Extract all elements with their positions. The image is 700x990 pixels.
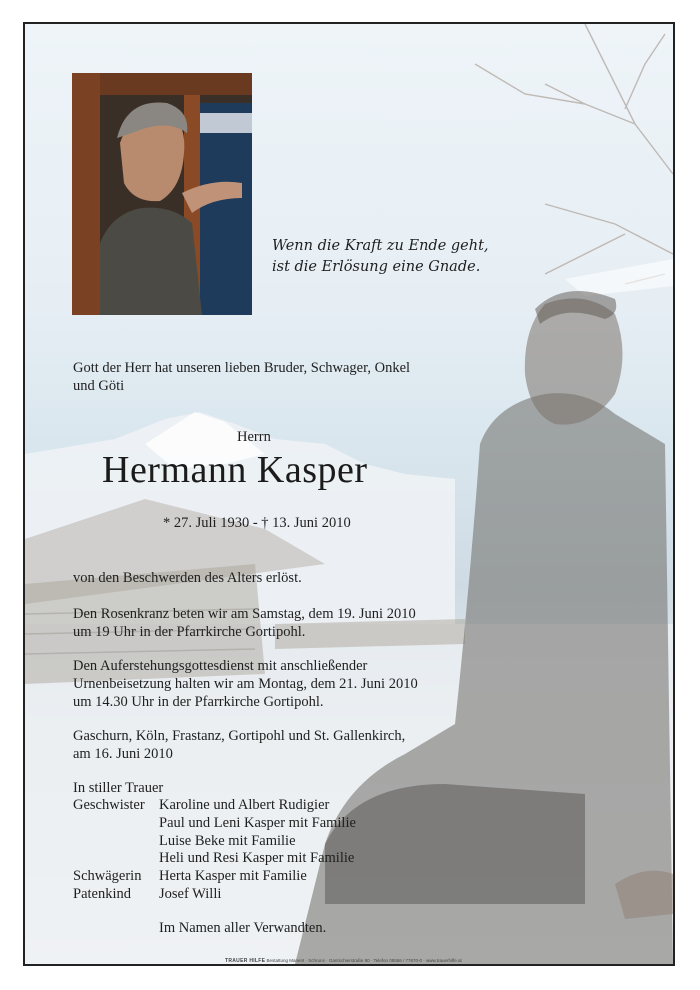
mourner-names: Heli und Resi Kasper mit Familie: [159, 850, 355, 867]
mourner-names: Herta Kasper mit Familie: [159, 868, 307, 885]
mourner-role: [73, 815, 159, 833]
closing-line: Im Namen aller Verwandten.: [159, 920, 327, 936]
burial-line-3: um 14.30 Uhr in der Pfarrkirche Gortipohl.: [73, 694, 324, 710]
intro-line-1: Gott der Herr hat unseren lieben Bruder, Schwager, Onkel: [73, 360, 411, 376]
burial-line-2: Urnenbeisetzung halten wir am Montag, dem 21. Juni 2010: [73, 676, 418, 692]
rosary-line-2: um 19 Uhr in der Pfarrkirche Gortipohl.: [73, 624, 306, 640]
obituary-card: [23, 22, 675, 966]
mourner-role: Geschwister: [73, 797, 145, 813]
mourner-names: Josef Willi: [159, 885, 222, 902]
mourner-role: Patenkind: [73, 885, 131, 902]
mourner-names: Karoline und Albert Rudigier: [159, 797, 330, 813]
mourner-row: [73, 797, 473, 815]
mourning-heading: In stiller Trauer: [73, 780, 164, 796]
life-dates: * 27. Juli 1930 - † 13. Juni 2010: [163, 515, 351, 531]
mourners-list: [73, 797, 473, 904]
quote-line-2: ist die Erlösung eine Gnade.: [272, 259, 481, 275]
mourner-role: [73, 850, 159, 868]
mourner-names: Paul und Leni Kasper mit Familie: [159, 814, 356, 831]
salutation: Herrn: [237, 429, 271, 445]
mourner-role: Schwägerin: [73, 868, 142, 885]
footer-brand: TRAUER HILFE: [225, 958, 266, 964]
burial-line-1: Den Auferstehungsgottesdienst mit anschließender: [73, 658, 368, 674]
quote-line-1: Wenn die Kraft zu Ende geht,: [272, 238, 489, 254]
mourner-role: [73, 833, 159, 851]
mourner-names: Luise Beke mit Familie: [159, 832, 296, 849]
place-date-line-1: Gaschurn, Köln, Frastanz, Gortipohl und St. Gallenkirch,: [73, 728, 406, 744]
intro-line-2: und Göti: [73, 378, 125, 394]
rosary-line-1: Den Rosenkranz beten wir am Samstag, dem 19. Juni 2010: [73, 606, 416, 622]
footer-text: Bestattung Manent · Schruns · Gantschierstraße 80 · Telefon 05556 / 77670-0 · www.trauerhilfe.at: [266, 958, 462, 963]
mourner-row: [73, 833, 473, 851]
released-text: von den Beschwerden des Alters erlöst.: [73, 570, 302, 586]
mourner-row: [73, 815, 473, 833]
place-date-line-2: am 16. Juni 2010: [73, 746, 173, 762]
mourner-row: [73, 886, 473, 904]
deceased-name: Hermann Kasper: [102, 449, 368, 491]
footer: [225, 958, 525, 964]
portrait-photo: [72, 73, 252, 315]
mourner-row: [73, 868, 473, 886]
mourner-row: [73, 850, 473, 868]
